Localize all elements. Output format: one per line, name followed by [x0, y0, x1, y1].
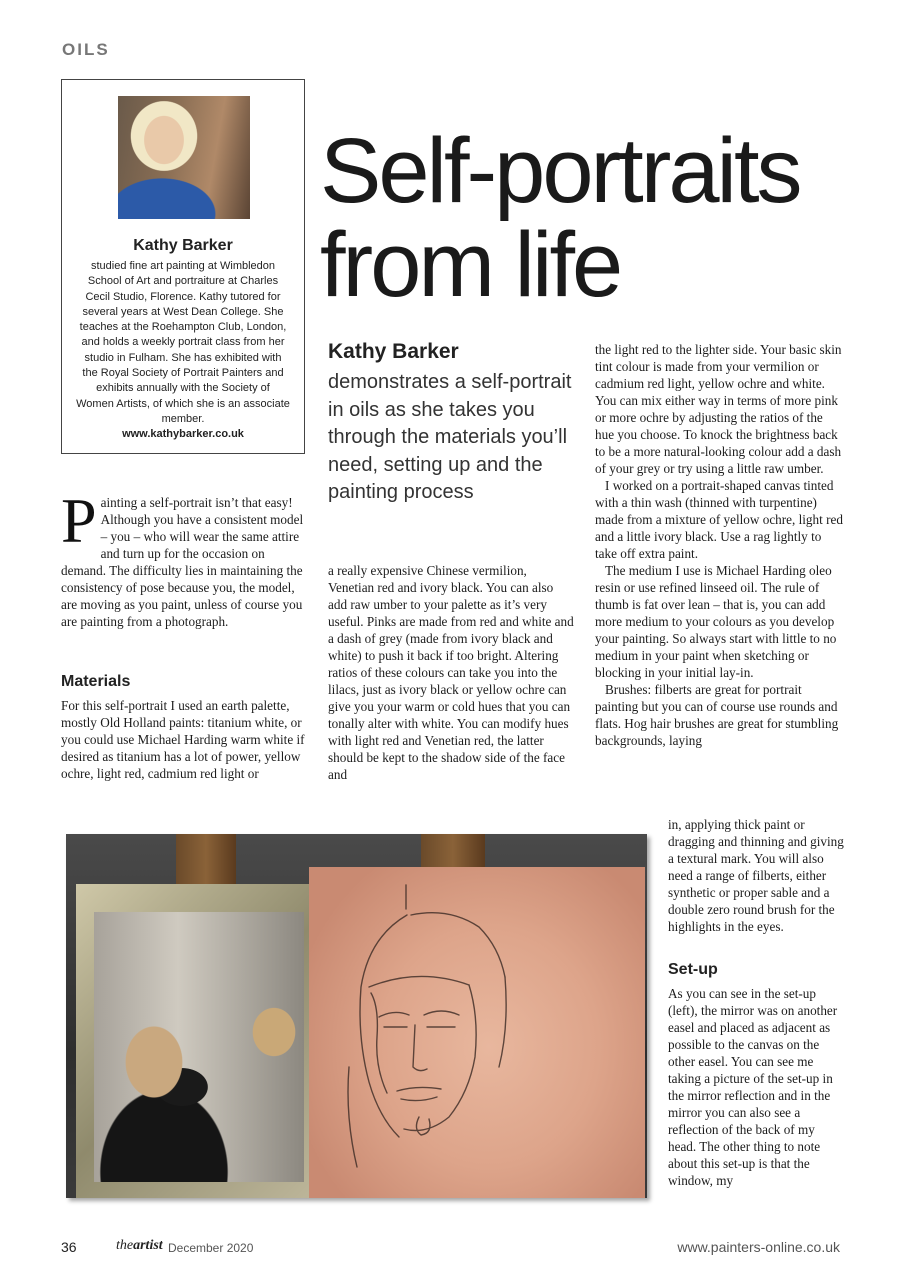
headline-line-2: from life [320, 214, 621, 316]
author-bio-name: Kathy Barker [133, 237, 233, 254]
mirror-reflection [94, 912, 304, 1182]
author-photo [118, 96, 250, 219]
charcoal-sketch [309, 867, 645, 1198]
materials-paragraph: the light red to the lighter side. Your basic skin tint colour is made from your vermilion or cadmium red light, yellow ochre and white. You can mix either way in terms of more pink or more ochre by adjusting the ratios of the hue you choose. To knock the brightness back to be a more natural-looking colour add a dash of your grey or try using a little raw umber. [595, 342, 842, 476]
standfirst: demonstrates a self-portrait in oils as she takes you through the materials you’ll need, setting up and the painting process [328, 371, 572, 504]
materials-paragraph: The medium I use is Michael Harding oleo resin or use refined linseed oil. The rule of thumb is fat over lean – that is, you can add more medium to your colours as you develop your painting. So always start with little to no medium in your paint when sketching or blocking in your initial lay-in. [595, 563, 837, 680]
section-label: OILS [62, 40, 110, 59]
headline-line-1: Self-portraits [320, 120, 800, 222]
materials-paragraph: in, applying thick paint or dragging and thinning and giving a textural mark. You will also need a range of filberts, either synthetic or proper sable and a double zero round brush for the highlights in the eyes. [668, 817, 844, 934]
setup-photo [66, 834, 647, 1198]
materials-column-3-continued [668, 816, 846, 935]
magazine-logo-the: the [116, 1238, 134, 1253]
page-number: 36 [61, 1239, 77, 1255]
materials-paragraph: a really expensive Chinese vermilion, Venetian red and ivory black. You can also add raw umber to your palette as it’s very useful. Pinks are made from red and white and a dash of grey (made from ivory black and white) to push it back if too bright. Altering ratios of these colours can take you into the lilacs, just as ivory black or yellow ochre can give you your warm or cold hues that you can tonally alter with white. You can modify hues with light red and Venetian red, the latter should be kept to the shadow side of the face and [328, 563, 574, 782]
materials-paragraph: I worked on a portrait-shaped canvas tinted with a thin wash (thinned with turpentine) made from a mixture of yellow ochre, light red and a little ivory black. Use a rag lightly to take off extra paint. [595, 478, 843, 561]
footer-website-link[interactable]: www.painters-online.co.uk [677, 1239, 840, 1255]
author-website-link[interactable]: www.kathybarker.co.uk [122, 428, 244, 440]
materials-paragraph: For this self-portrait I used an earth palette, mostly Old Holland paints: titanium white, or you could use Michael Harding warm white if desired as titanium has a lot of power, yellow ochre, light red, cadmium red light or [61, 698, 305, 781]
article-headline [320, 120, 800, 316]
magazine-logo [116, 1238, 163, 1254]
intro-text: ainting a self-portrait isn’t that easy! Although you have a consistent model – you – who will wear the same attire and turn up for the occasion on demand. The difficulty lies in maintaining the consistency of pose because you, the model, are moving as you paint, unless of course you are painting from a photograph. [61, 495, 304, 629]
materials-column-3 [595, 341, 843, 749]
setup-paragraph: As you can see in the set-up (left), the mirror was on another easel and placed as adjacent as possible to the canvas on the other easel. You can see me taking a picture of the set-up in the mirror reflection and in the mirror you can also see a reflection of the back of my head. The other thing to note about this set-up is that the window, my [668, 986, 838, 1188]
author-bio-box [61, 79, 305, 454]
drop-cap: P [61, 485, 97, 556]
materials-column-2 [328, 562, 574, 783]
issue-date: December 2020 [168, 1241, 254, 1255]
magazine-logo-artist: artist [133, 1238, 163, 1253]
byline-author: Kathy Barker [328, 340, 459, 363]
setup-heading: Set-up [668, 961, 718, 978]
tinted-canvas [309, 867, 645, 1198]
materials-paragraph: Brushes: filberts are great for portrait painting but you can of course use rounds and flats. Hog hair brushes are great for stumbling backgrounds, laying [595, 682, 839, 748]
materials-heading: Materials [61, 673, 131, 690]
author-bio-text: studied fine art painting at Wimbledon School of Art and portraiture at Charles Cecil Studio, Florence. Kathy tutored for several years at West Dean College. She teaches at the Roehampton Club, London, and holds a weekly portrait class from her studio in Fulham. She has exhibited with the Royal Society of Portrait Painters and exhibits annually with the Society of Women Artists, of which she is an associate member. [76, 260, 290, 425]
intro-paragraph [61, 485, 307, 630]
mirror-frame [76, 884, 316, 1198]
setup-column [668, 985, 846, 1189]
materials-column-1 [61, 697, 307, 782]
